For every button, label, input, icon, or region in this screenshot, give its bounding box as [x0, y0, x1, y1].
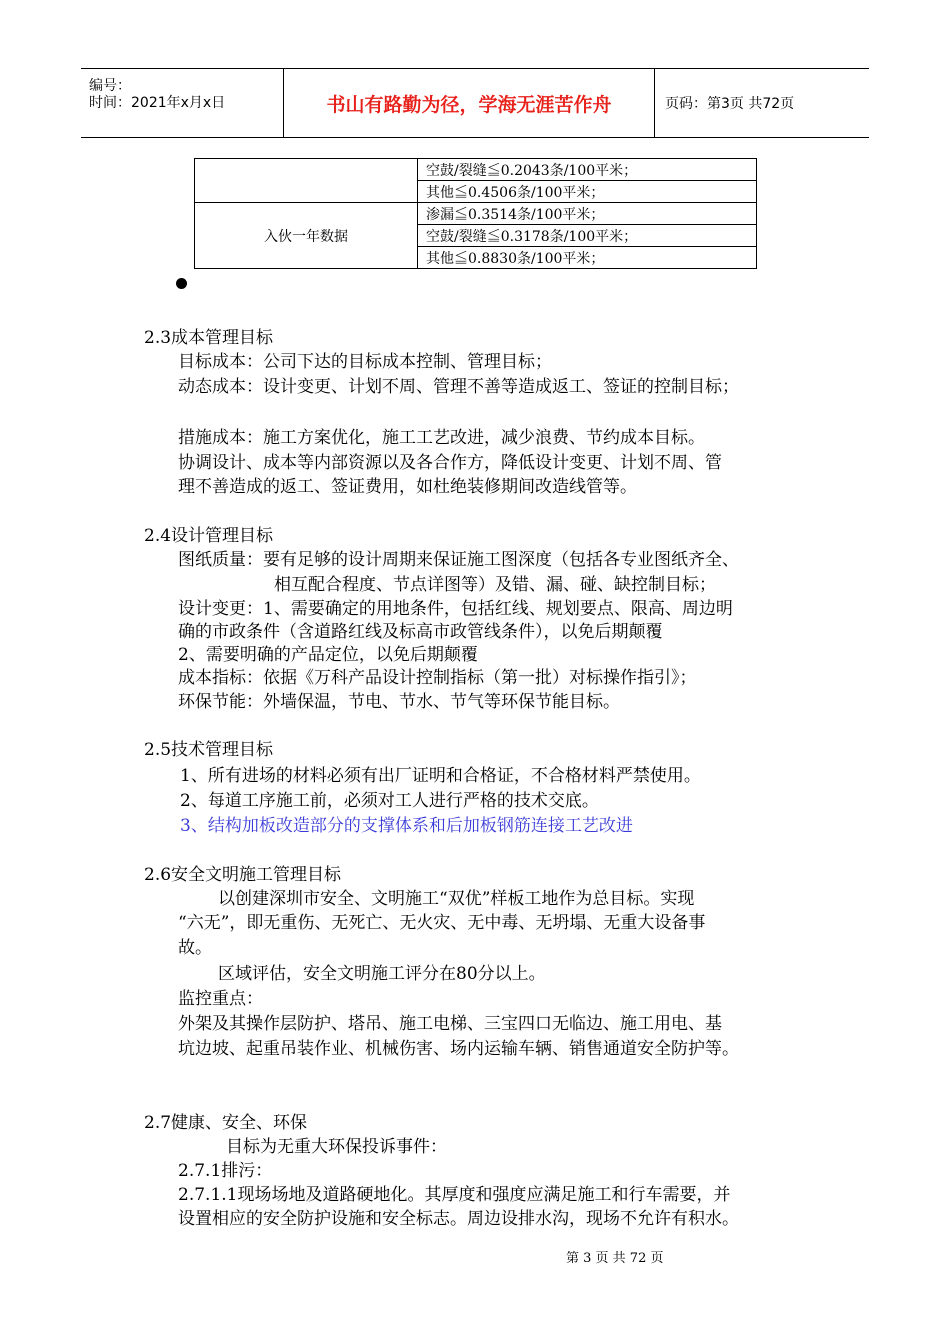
paragraph-line: 2、每道工序施工前，必须对工人进行严格的技术交底。 [180, 791, 599, 811]
paragraph-line: 协调设计、成本等内部资源以及各合作方，降低设计变更、计划不周、管 [178, 453, 722, 473]
bullet-dot [176, 278, 187, 289]
table-value-cell: 其他≦0.8830条/100平米； [418, 247, 757, 269]
paragraph-line: 动态成本：设计变更、计划不周、管理不善等造成返工、签证的控制目标； [178, 377, 739, 397]
section-title: 2.6安全文明施工管理目标 [144, 865, 342, 885]
number-label: 编号： [89, 78, 131, 94]
table-value-cell: 空鼓/裂缝≦0.3178条/100平米； [418, 225, 757, 247]
paragraph-line: 区域评估，安全文明施工评分在80分以上。 [218, 964, 546, 984]
paragraph-line: 环保节能：外墙保温，节电、节水、节气等环保节能目标。 [178, 692, 620, 712]
page-footer: 第 3 页 共 72 页 [566, 1251, 664, 1266]
paragraph-line: 设置相应的安全防护设施和安全标志。周边设排水沟，现场不允许有积水。 [178, 1209, 739, 1229]
paragraph-line: 以创建深圳市安全、文明施工“双优”样板工地作为总目标。实现 [218, 889, 695, 909]
header-motto: 书山有路勤为径，学海无涯苦作舟 [284, 69, 655, 137]
header-info-cell [81, 69, 284, 137]
paragraph-line: 故。 [178, 938, 212, 958]
paragraph-line: 外架及其操作层防护、塔吊、施工电梯、三宝四口无临边、施工用电、基 [178, 1014, 722, 1034]
table-label-cell [195, 159, 418, 203]
section-title: 2.3成本管理目标 [144, 328, 274, 348]
paragraph-line: 图纸质量：要有足够的设计周期来保证施工图深度（包括各专业图纸齐全、 [178, 550, 739, 570]
paragraph-line: 监控重点： [178, 989, 263, 1009]
header-page-number: 页码：第3页 共72页 [665, 96, 795, 112]
paragraph-line: 1、所有进场的材料必须有出厂证明和合格证，不合格材料严禁使用。 [180, 766, 701, 786]
section-title: 2.5技术管理目标 [144, 740, 274, 760]
paragraph-line: 坑边坡、起重吊装作业、机械伤害、场内运输车辆、销售通道安全防护等。 [178, 1039, 739, 1059]
paragraph-line: 2.7.1.1现场场地及道路硬地化。其厚度和强度应满足施工和行车需要，并 [178, 1185, 731, 1205]
table-value-cell: 其他≦0.4506条/100平米； [418, 181, 757, 203]
section-title: 2.7健康、安全、环保 [144, 1113, 308, 1133]
table-value-cell: 空鼓/裂缝≦0.2043条/100平米； [418, 159, 757, 181]
paragraph-line: “六无”，即无重伤、无死亡、无火灾、无中毒、无坍塌、无重大设备事 [178, 913, 706, 933]
paragraph-line: 理不善造成的返工、签证费用，如杜绝装修期间改造线管等。 [178, 477, 637, 497]
paragraph-line: 措施成本：施工方案优化，施工工艺改进，减少浪费、节约成本目标。 [178, 428, 705, 448]
highlighted-line: 3、结构加板改造部分的支撑体系和后加板钢筋连接工艺改进 [180, 816, 633, 836]
section-title: 2.4设计管理目标 [144, 526, 274, 546]
table-value-cell: 渗漏≦0.3514条/100平米； [418, 203, 757, 225]
quality-data-table [194, 158, 757, 269]
table-row [195, 203, 757, 225]
time-label: 时间：2021年x月x日 [89, 95, 226, 111]
paragraph-line: 确的市政条件（含道路红线及标高市政管线条件），以免后期颠覆 [178, 622, 663, 642]
page-header [81, 68, 869, 138]
paragraph-line: 设计变更：1、需要确定的用地条件，包括红线、规划要点、限高、周边明 [178, 599, 733, 619]
paragraph-line: 目标成本：公司下达的目标成本控制、管理目标； [178, 352, 552, 372]
paragraph-line: 2、需要明确的产品定位，以免后期颠覆 [178, 645, 478, 665]
table-label-cell: 入伙一年数据 [195, 203, 418, 269]
paragraph-line: 成本指标：依据《万科产品设计控制指标（第一批）对标操作指引》； [178, 668, 697, 688]
paragraph-line: 2.7.1排污： [178, 1161, 273, 1181]
paragraph-line: 相互配合程度、节点详图等）及错、漏、碰、缺控制目标； [274, 575, 716, 595]
table-row [195, 159, 757, 181]
paragraph-line: 目标为无重大环保投诉事件： [226, 1137, 447, 1157]
